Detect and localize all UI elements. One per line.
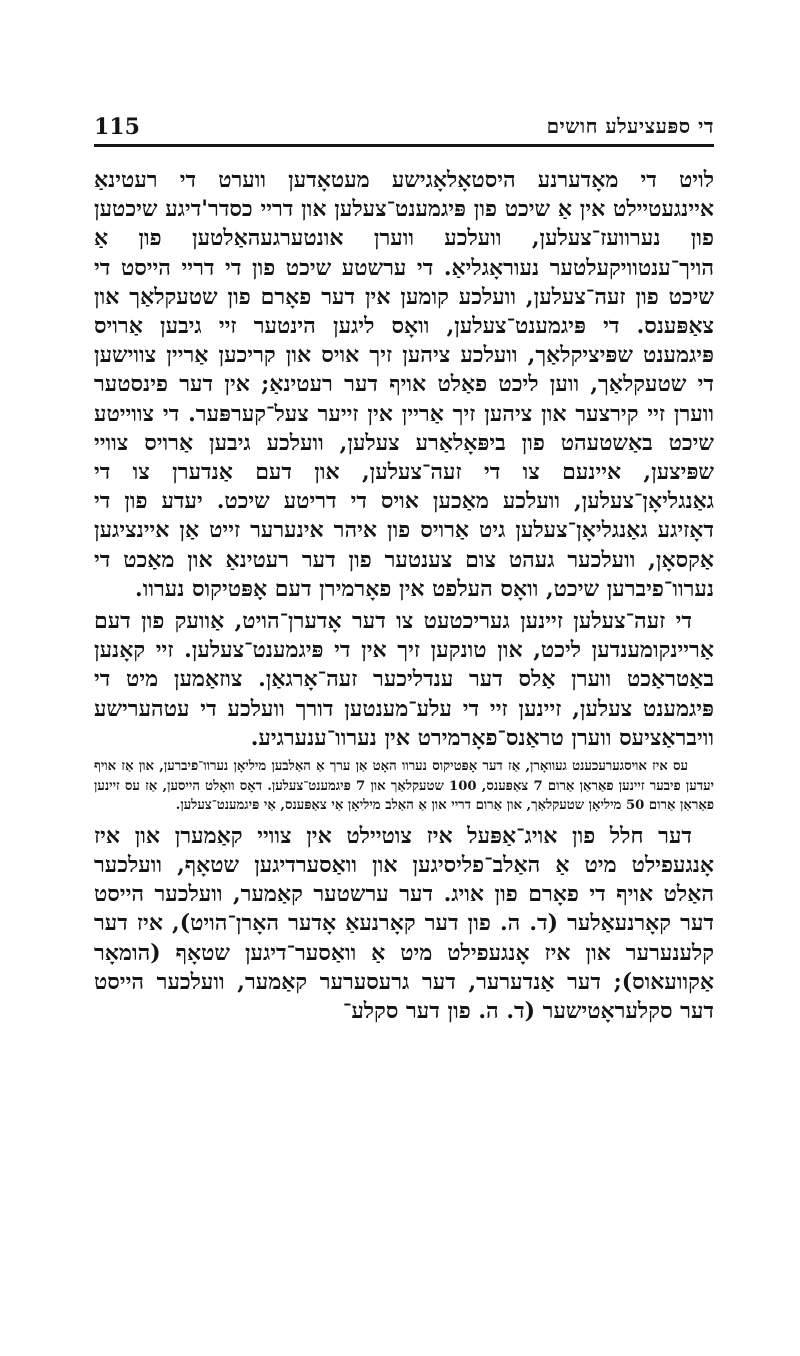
paragraph-visual-cells: די זעה־צעלען זיינען געריכטעט צו דער אָדערן־הויט, אַוועק פון דעם אַריינקומענדען ליכט, און טונקען זיך אין די פּיגמענט־צעלען. זיי קאָנען באַטראַכט ווערן אַלס דער ענדליכער זעה־אָרגאַן. צוזאַמען מיט די פּיגמענט צעלען, זיינען זיי די עלע־מענטען דורך וועלכע די עטהערישע וויבראַציעס ווערן טראַנס־פאָרמירט אין נערוו־ענערגיע. [94, 608, 714, 751]
running-title: די ספּעציעלע חושים [546, 114, 714, 138]
page-number: 115 [94, 114, 140, 140]
running-header [94, 88, 714, 148]
paragraph-eye-chambers: דער חלל פון אויג־אַפּעל איז צוטיילט אין צוויי קאַמערן און איז אָנגעפילט מיט אַ האַלב־פליסיגען און וואַסערדיגען שטאָף, וועלכער האַלט אויף די פאָרם פון אויג. דער ערשטער קאַמער, וועלכער הייסט דער קאָרנעאַלער (ד. ה. פון דער קאָרנעאַ אָדער האָרן־הויט), איז דער קלענערער און איז אָנגעפילט מיט אַ וואַסער־דיגען שטאָף (הומאָר אַקוועאוס); דער אַנדערער, דער גרעסערער קאַמער, וועלכער הייסט דער סקלעראָטישער (ד. ה. פון דער סקלע־ [94, 822, 714, 1025]
footnote: עס איז אויסגערעכענט געוואָרן, אַז דער אָפּטיקוס נערוו האָט אַן ערך אַ האַלבען מיליאָן נערוו־פיברען, און אַז אויף יעדען פיבער זיינען פאַראַן אַרום 7 צאַפּענס, 100 שטעקלאַך און 7 פּיגמענט־צעלען. דאָס וואָלט הייסען, אַז עס זיינען פאַראַן אַרום 50 מיליאָן שטעקלאַך, און אַרום דריי און אַ האַלב מיליאָן אַי צאַפּענס, אַי פּיגמענט־צעלען. [94, 759, 714, 814]
book-page [0, 88, 800, 1356]
body-text [94, 166, 714, 1026]
header-rule [94, 144, 714, 147]
paragraph-retina-layers: לויט די מאָדערנע היסטאָלאָגישע מעטאָדען ווערט די רעטינאַ איינגעטיילט אין אַ שיכט פון פּיגמענט־צעלען און דריי כסדר'דיגע שיכטען פון נערוועז־צעלען, וועלכע ווערן אונטערגעהאַלטען פון אַ הויך־ענטוויקעלטער נעוראָגליאַ. די ערשטע שיכט פון די דריי הייסט די שיכט פון זעה־צעלען, וועלכע קומען אין דער פאָרם פון שטעקלאַך און צאַפּענס. די פּיגמענט־צעלען, וואָס ליגען הינטער זיי גיבען אַרויס פּיגמענט שפּיציקלאַך, וועלכע ציהען זיך אויס און קריכען אַריין צווישען די שטעקלאַך, ווען ליכט פאַלט אויף דער רעטינאַ; אין דער פינסטער ווערן זיי קירצער און ציהען זיך אַריין אין זייער צעל־קערפּער. די צווייטע שיכט באַשטעהט פון ביפּאָלאַרע צעלען, וועלכע גיבען אַרויס צוויי שפּיצען, איינעם צו די זעה־צעלען, און דעם אַנדערן צו די גאַנגליאָן־צעלען, וועלכע מאַכען אויס די דריטע שיכט. יעדע פון די דאָזיגע גאַנגליאָן־צעלען גיט אַרויס פון איהר אינערער זייט אַן איינציגען אַקסאָן, וועלכער געהט צום צענטער פון דער רעטינאַ און מאַכט די נערוו־פיברען שיכט, וואָס העלפט אין פאָרמירן דעם אָפּטיקוס נערוו. [94, 167, 714, 602]
